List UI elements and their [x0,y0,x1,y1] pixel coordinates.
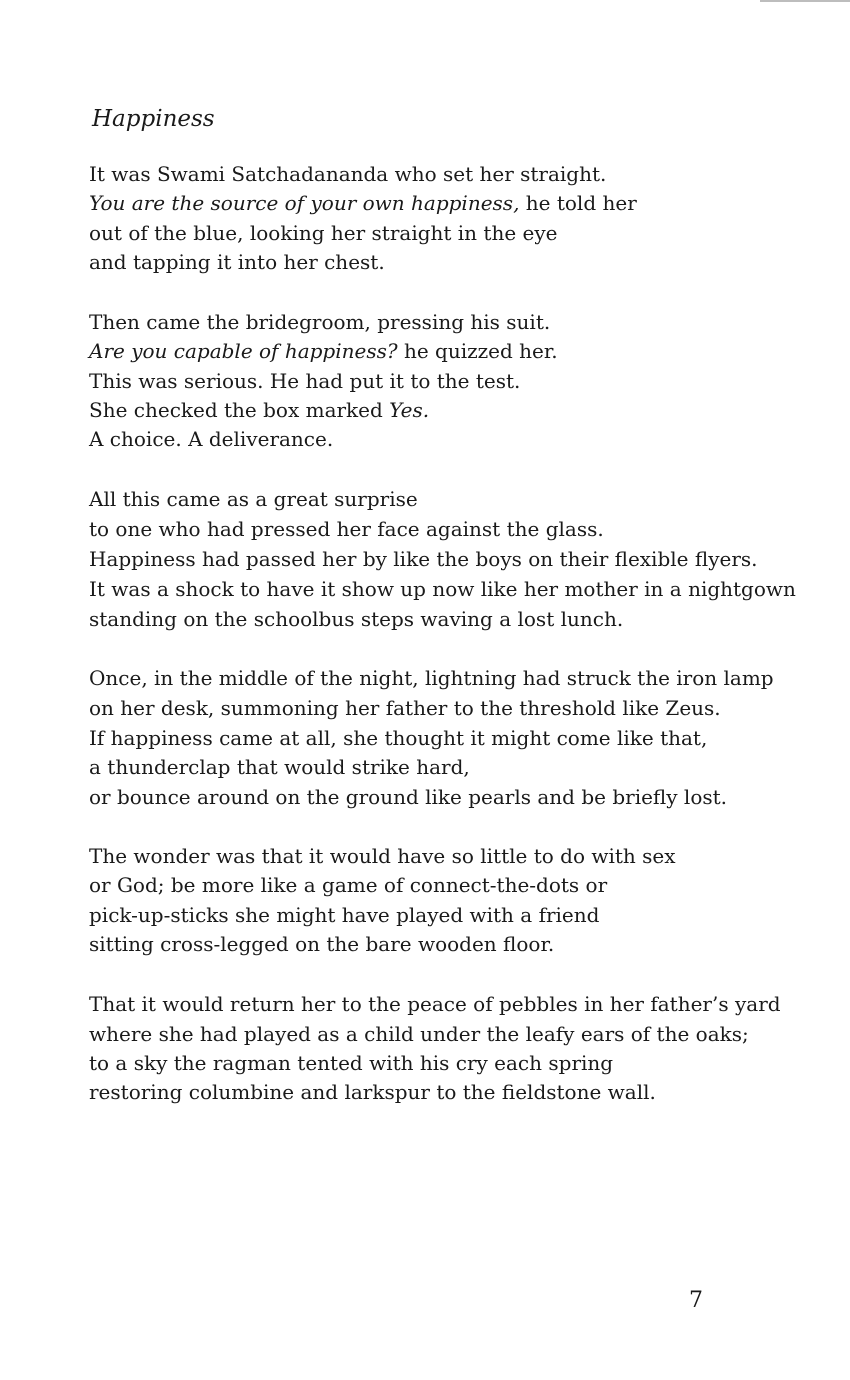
poem-line: and tapping it into her chest. [89,250,385,274]
poem-line: Are you capable of happiness? he quizzed her. [89,339,558,363]
poem-line: a thunderclap that would strike hard, [89,755,470,779]
poem-line: All this came as a great surprise [89,487,418,511]
poem-line: restoring columbine and larkspur to the fieldstone wall. [89,1080,656,1104]
poem-line: to one who had pressed her face against the glass. [89,517,604,541]
poem-line: It was Swami Satchadananda who set her straight. [89,162,607,186]
poem-line: If happiness came at all, she thought it might come like that, [89,726,708,750]
page-number: 7 [689,1288,703,1313]
poem-title: Happiness [92,106,215,132]
poem-line: That it would return her to the peace of pebbles in her father’s yard [89,992,781,1016]
poem-line: Happiness had passed her by like the boys on their flexible flyers. [89,547,758,571]
poem-line: A choice. A deliverance. [89,427,334,451]
poem-line: The wonder was that it would have so little to do with sex [89,844,676,868]
top-corner-rule [760,0,850,2]
poem-line: where she had played as a child under the leafy ears of the oaks; [89,1022,749,1046]
poem-line: pick-up-sticks she might have played with a friend [89,903,600,927]
poem-line: Once, in the middle of the night, lightning had struck the iron lamp [89,666,774,690]
poem-line: on her desk, summoning her father to the threshold like Zeus. [89,696,721,720]
poem-line: sitting cross-legged on the bare wooden floor. [89,932,555,956]
poem-line: You are the source of your own happiness, he told her [89,191,637,215]
poem-line: standing on the schoolbus steps waving a lost lunch. [89,607,624,631]
poem-line: or God; be more like a game of connect-the-dots or [89,873,608,897]
poem-line: It was a shock to have it show up now like her mother in a nightgown [89,577,796,601]
poem-line: out of the blue, looking her straight in the eye [89,221,558,245]
poem-line: or bounce around on the ground like pearls and be briefly lost. [89,785,728,809]
poem-line: She checked the box marked Yes. [89,398,430,422]
poem-line: Then came the bridegroom, pressing his suit. [89,310,551,334]
poem-line: to a sky the ragman tented with his cry each spring [89,1051,614,1075]
poem-line: This was serious. He had put it to the test. [89,369,521,393]
